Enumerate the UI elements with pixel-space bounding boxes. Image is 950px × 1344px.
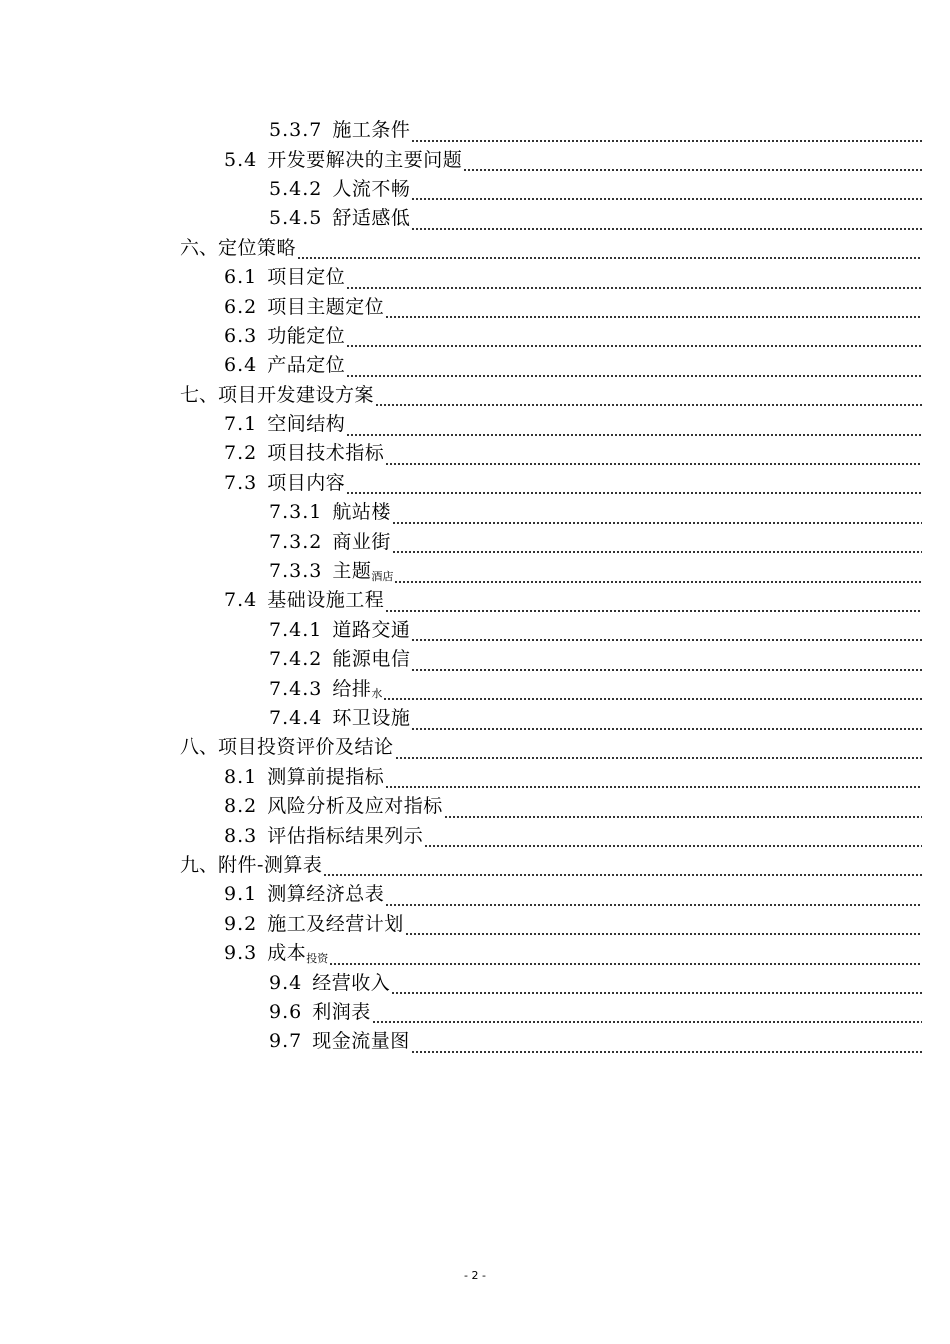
toc-entry-title: 人流不畅 <box>332 177 411 200</box>
toc-dot-leader <box>383 687 922 701</box>
toc-entry-number: 八、 <box>180 736 219 759</box>
toc-dot-leader <box>346 423 922 437</box>
toc-dot-leader <box>405 922 922 936</box>
toc-entry[interactable] <box>0 586 950 615</box>
toc-entry[interactable] <box>0 910 950 939</box>
toc-entry-title: 空间结构 <box>267 413 346 436</box>
toc-entry-number: 7.4.4 <box>269 707 323 729</box>
toc-entry-title: 经营收入 <box>312 971 391 994</box>
toc-entry-title: 商业街 <box>332 530 391 553</box>
toc-dot-leader <box>411 717 922 731</box>
toc-entry[interactable] <box>0 821 950 850</box>
toc-entry-title: 施工及经营计划 <box>267 912 404 935</box>
toc-entry[interactable] <box>0 527 950 556</box>
toc-entry[interactable] <box>0 616 950 645</box>
toc-entry-number: 九、 <box>180 853 219 876</box>
toc-entry[interactable] <box>0 234 950 263</box>
toc-entry[interactable] <box>0 145 950 174</box>
toc-entry-number: 5.3.7 <box>269 119 323 142</box>
toc-entry-title: 开发要解决的主要问题 <box>267 148 463 171</box>
toc-entry-title: 能源电信 <box>332 648 411 671</box>
toc-entry-number: 六、 <box>180 236 219 259</box>
toc-entry-title: 道路交通 <box>332 618 411 641</box>
toc-entry-number: 5.4.2 <box>269 177 323 200</box>
toc-entry-subtitle: 投资 <box>306 951 329 965</box>
toc-entry-number: 8.2 <box>224 795 258 818</box>
toc-dot-leader <box>346 334 922 348</box>
toc-entry-number: 7.3.2 <box>269 530 323 553</box>
toc-dot-leader <box>444 805 922 819</box>
toc-entry[interactable] <box>0 704 950 733</box>
toc-entry-number: 5.4.5 <box>269 207 323 230</box>
toc-entry[interactable] <box>0 1027 950 1056</box>
toc-entry[interactable] <box>0 410 950 439</box>
toc-dot-leader <box>385 775 922 789</box>
toc-entry-number: 9.2 <box>224 912 258 935</box>
toc-entry-number: 9.1 <box>224 883 258 906</box>
toc-dot-leader <box>346 481 922 495</box>
toc-entry[interactable] <box>0 469 950 498</box>
toc-entry-number: 6.3 <box>224 324 258 347</box>
toc-entry[interactable] <box>0 175 950 204</box>
toc-entry-title: 舒适感低 <box>332 207 411 230</box>
toc-entry[interactable] <box>0 968 950 997</box>
toc-entry-number: 6.4 <box>224 354 258 377</box>
toc-dot-leader <box>297 246 922 260</box>
toc-entry-subtitle: 水 <box>371 687 383 701</box>
toc-entry[interactable] <box>0 439 950 468</box>
toc-entry-title: 基础设施工程 <box>267 589 385 612</box>
toc-entry-title: 项目内容 <box>267 471 346 494</box>
toc-dot-leader <box>329 952 922 966</box>
table-of-contents <box>0 116 950 1057</box>
toc-entry-title: 风险分析及应对指标 <box>267 795 443 818</box>
toc-entry[interactable] <box>0 322 950 351</box>
toc-entry-title: 主题 <box>332 560 372 583</box>
toc-entry-number: 6.1 <box>224 266 258 289</box>
toc-entry-title: 功能定位 <box>267 324 346 347</box>
toc-entry-number: 9.7 <box>269 1030 303 1053</box>
toc-dot-leader <box>372 1010 922 1024</box>
toc-entry[interactable] <box>0 263 950 292</box>
toc-dot-leader <box>323 863 922 877</box>
toc-entry-title: 附件-测算表 <box>218 853 323 876</box>
toc-entry-title: 环卫设施 <box>332 707 411 729</box>
toc-dot-leader <box>411 187 922 201</box>
toc-entry[interactable] <box>0 645 950 674</box>
toc-dot-leader <box>394 570 922 584</box>
toc-entry-number: 7.4.1 <box>269 618 323 641</box>
toc-entry-number: 6.2 <box>224 295 258 318</box>
toc-entry-title: 测算经济总表 <box>267 883 385 906</box>
toc-entry-title: 项目定位 <box>267 266 346 289</box>
toc-dot-leader <box>424 834 922 848</box>
toc-entry-number: 9.4 <box>269 971 303 994</box>
toc-dot-leader <box>391 981 922 995</box>
toc-dot-leader <box>346 276 922 290</box>
toc-entry[interactable] <box>0 851 950 880</box>
toc-dot-leader <box>395 746 922 760</box>
toc-entry[interactable] <box>0 498 950 527</box>
toc-entry[interactable] <box>0 116 950 145</box>
toc-entry[interactable] <box>0 880 950 909</box>
toc-dot-leader <box>411 1040 922 1054</box>
toc-entry-number: 7.4.2 <box>269 648 323 671</box>
toc-entry-number: 7.3.3 <box>269 560 323 583</box>
toc-dot-leader <box>385 305 922 319</box>
toc-dot-leader <box>392 511 922 525</box>
toc-entry-title: 项目主题定位 <box>267 295 385 318</box>
toc-dot-leader <box>411 129 922 143</box>
toc-entry[interactable] <box>0 792 950 821</box>
toc-entry-number: 8.3 <box>224 824 258 847</box>
toc-entry[interactable] <box>0 351 950 380</box>
toc-entry-title: 产品定位 <box>267 354 346 377</box>
toc-entry-title: 项目技术指标 <box>267 442 385 465</box>
toc-entry-title: 项目开发建设方案 <box>218 383 375 406</box>
toc-dot-leader <box>346 364 922 378</box>
toc-entry-title: 现金流量图 <box>312 1030 410 1053</box>
toc-entry-number: 9.3 <box>224 942 258 965</box>
toc-entry-title: 评估指标结果列示 <box>267 824 424 847</box>
toc-dot-leader <box>385 452 922 466</box>
toc-entry-number: 7.4 <box>224 589 258 612</box>
toc-entry[interactable] <box>0 733 950 762</box>
toc-entry-number: 7.3 <box>224 471 258 494</box>
toc-entry-title: 给排 <box>332 677 372 700</box>
toc-entry-number: 7.3.1 <box>269 501 323 524</box>
toc-dot-leader <box>411 658 922 672</box>
toc-entry-number: 8.1 <box>224 765 258 788</box>
toc-dot-leader <box>463 158 922 172</box>
toc-entry-number: 9.6 <box>269 1000 303 1023</box>
toc-dot-leader <box>385 893 922 907</box>
toc-entry[interactable] <box>0 939 950 968</box>
toc-dot-leader <box>385 599 922 613</box>
toc-entry[interactable] <box>0 292 950 321</box>
toc-entry-title: 项目投资评价及结论 <box>218 736 394 759</box>
page-number: - 2 - <box>464 1269 486 1282</box>
toc-entry-subtitle: 酒店 <box>371 569 394 583</box>
toc-entry-number: 7.4.3 <box>269 677 323 700</box>
toc-entry[interactable] <box>0 557 950 586</box>
toc-entry-title: 成本 <box>267 942 307 965</box>
toc-dot-leader <box>411 628 922 642</box>
toc-entry[interactable] <box>0 674 950 703</box>
toc-entry-title: 定位策略 <box>218 236 297 259</box>
toc-dot-leader <box>375 393 922 407</box>
toc-entry-number: 7.2 <box>224 442 258 465</box>
toc-entry-number: 七、 <box>180 383 219 406</box>
toc-dot-leader <box>411 217 922 231</box>
toc-entry[interactable] <box>0 998 950 1027</box>
toc-entry[interactable] <box>0 763 950 792</box>
toc-entry[interactable] <box>0 381 950 410</box>
toc-entry-number: 7.1 <box>224 413 258 436</box>
toc-entry[interactable] <box>0 204 950 233</box>
toc-entry-title: 测算前提指标 <box>267 765 385 788</box>
toc-entry-title: 利润表 <box>312 1000 371 1023</box>
toc-entry-title: 航站楼 <box>332 501 391 524</box>
toc-dot-leader <box>392 540 922 554</box>
toc-entry-number: 5.4 <box>224 148 258 171</box>
toc-entry-title: 施工条件 <box>332 119 411 142</box>
